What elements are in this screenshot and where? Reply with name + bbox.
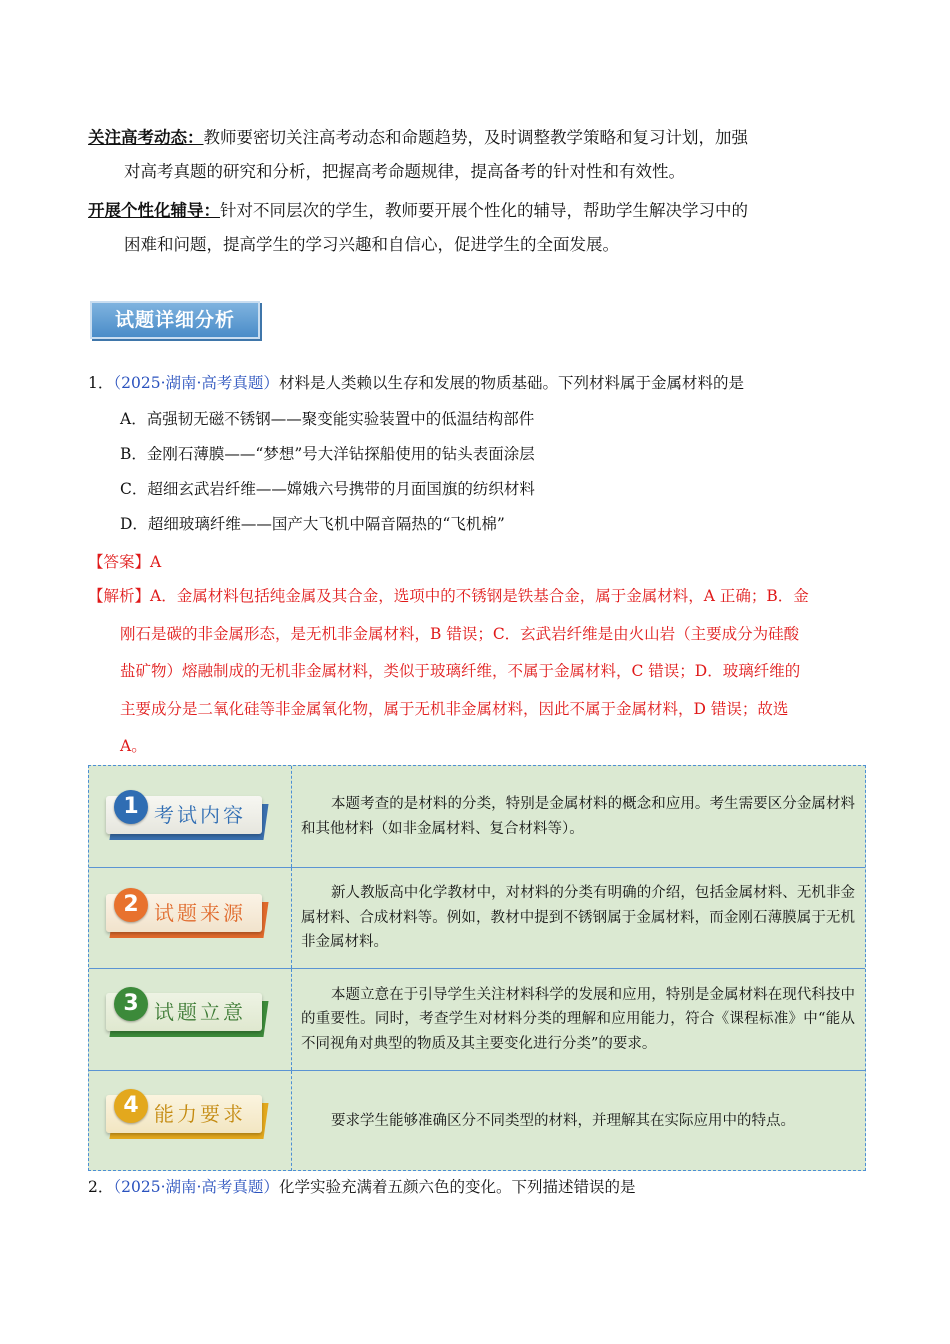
- tag-label: 试题立意: [154, 1000, 246, 1024]
- tag-source: [106, 894, 266, 936]
- question-source: （2025·湖南·高考真题）: [113, 374, 279, 392]
- intro-text-cont: 困难和问题，提高学生的学习兴趣和自信心，促进学生的全面发展。: [124, 235, 619, 254]
- row-text: 本题立意在于引导学生关注材料科学的发展和应用，特别是金属材料在现代科技中的重要性。同时，考查学生对材料分类的理解和应用能力，符合《课程标准》中“能从不同视角对典型的物质及其主要变化进行分类”的要求。: [301, 986, 855, 1052]
- table-row-ability: [89, 1071, 865, 1171]
- answer-label: 【答案】: [88, 553, 151, 571]
- row-text: 要求学生能够准确区分不同类型的材料，并理解其在实际应用中的特点。: [331, 1112, 795, 1129]
- tag-number: 3: [114, 987, 148, 1021]
- question-number: 2．: [88, 1178, 114, 1196]
- row-text-cell: [301, 969, 855, 1070]
- row-tag-cell: [89, 868, 292, 968]
- question-text: 材料是人类赖以生存和发展的物质基础。下列材料属于金属材料的是: [278, 374, 744, 392]
- question-source: （2025·湖南·高考真题）: [113, 1178, 279, 1196]
- intro-text-cont: 对高考真题的研究和分析，把握高考命题规律，提高备考的针对性和有效性。: [124, 162, 685, 181]
- intro-paragraph-2: [88, 194, 868, 262]
- answer-value: A: [150, 553, 162, 571]
- row-tag-cell: [89, 1071, 292, 1171]
- table-row-intent: [89, 969, 865, 1071]
- option-c: C．超细玄武岩纤维——嫦娥六号携带的月面国旗的纺织材料: [120, 480, 535, 498]
- table-row-source: [89, 868, 865, 969]
- question-number: 1．: [88, 374, 114, 392]
- analysis-text-line: 主要成分是二氧化硅等非金属氧化物，属于无机非金属材料，因此不属于金属材料，D 错误；故选: [120, 699, 789, 718]
- analysis-table: [88, 765, 866, 1171]
- row-text: 新人教版高中化学教材中，对材料的分类有明确的介绍，包括金属材料、无机非金属材料、合成材料等。例如，教材中提到不锈钢属于金属材料，而金刚石薄膜属于无机非金属材料。: [301, 885, 855, 951]
- intro-lead: 开展个性化辅导：: [88, 201, 220, 220]
- analysis-label: 【解析】: [88, 587, 151, 605]
- row-text-cell: [301, 1071, 855, 1171]
- tag-intent: [106, 993, 266, 1035]
- option-b: B．金刚石薄膜——“梦想”号大洋钻探船使用的钻头表面涂层: [120, 445, 535, 463]
- intro-text: 针对不同层次的学生，教师要开展个性化的辅导，帮助学生解决学习中的: [220, 201, 748, 220]
- analysis-text-line: A。: [120, 737, 147, 755]
- question-2-stem: [88, 1177, 635, 1197]
- row-text-cell: [301, 868, 855, 968]
- tag-label: 试题来源: [154, 901, 246, 925]
- section-title-banner: 试题详细分析: [90, 301, 260, 339]
- analysis-text-line: 刚石是碳的非金属形态，是无机非金属材料，B 错误；C．玄武岩纤维是由火山岩（主要成分为硅酸: [120, 624, 800, 643]
- intro-paragraph-1: [88, 121, 868, 189]
- analysis-text-line: 盐矿物）熔融制成的无机非金属材料，类似于玻璃纤维，不属于金属材料，C 错误；D．玻璃纤维的: [120, 662, 801, 680]
- question-1-stem: [88, 373, 744, 393]
- tag-label: 能力要求: [154, 1102, 246, 1126]
- table-row-exam-content: [89, 766, 865, 868]
- intro-text: 教师要密切关注高考动态和命题趋势，及时调整教学策略和复习计划，加强: [203, 128, 748, 147]
- row-text-cell: [301, 766, 855, 867]
- row-text: 本题考查的是材料的分类，特别是金属材料的概念和应用。考生需要区分金属材料和其他材料（如非金属材料、复合材料等）。: [301, 796, 855, 837]
- option-d: D．超细玻璃纤维——国产大飞机中隔音隔热的“飞机棉”: [120, 515, 505, 533]
- tag-number: 1: [114, 790, 148, 824]
- option-a: A．高强韧无磁不锈钢——聚变能实验装置中的低温结构部件: [120, 410, 535, 428]
- intro-lead: 关注高考动态：: [88, 128, 204, 147]
- answer-line: [88, 550, 161, 572]
- analysis-text: A．金属材料包括纯金属及其合金，选项中的不锈钢是铁基合金，属于金属材料，A 正确；B．金: [150, 587, 809, 605]
- row-tag-cell: [89, 969, 292, 1070]
- question-text: 化学实验充满着五颜六色的变化。下列描述错误的是: [278, 1178, 636, 1196]
- tag-ability: [106, 1095, 266, 1137]
- tag-number: 4: [114, 1089, 148, 1123]
- tag-label: 考试内容: [154, 803, 246, 827]
- analysis-block: [88, 578, 868, 766]
- tag-number: 2: [114, 888, 148, 922]
- row-tag-cell: [89, 766, 292, 867]
- tag-exam-content: [106, 796, 266, 838]
